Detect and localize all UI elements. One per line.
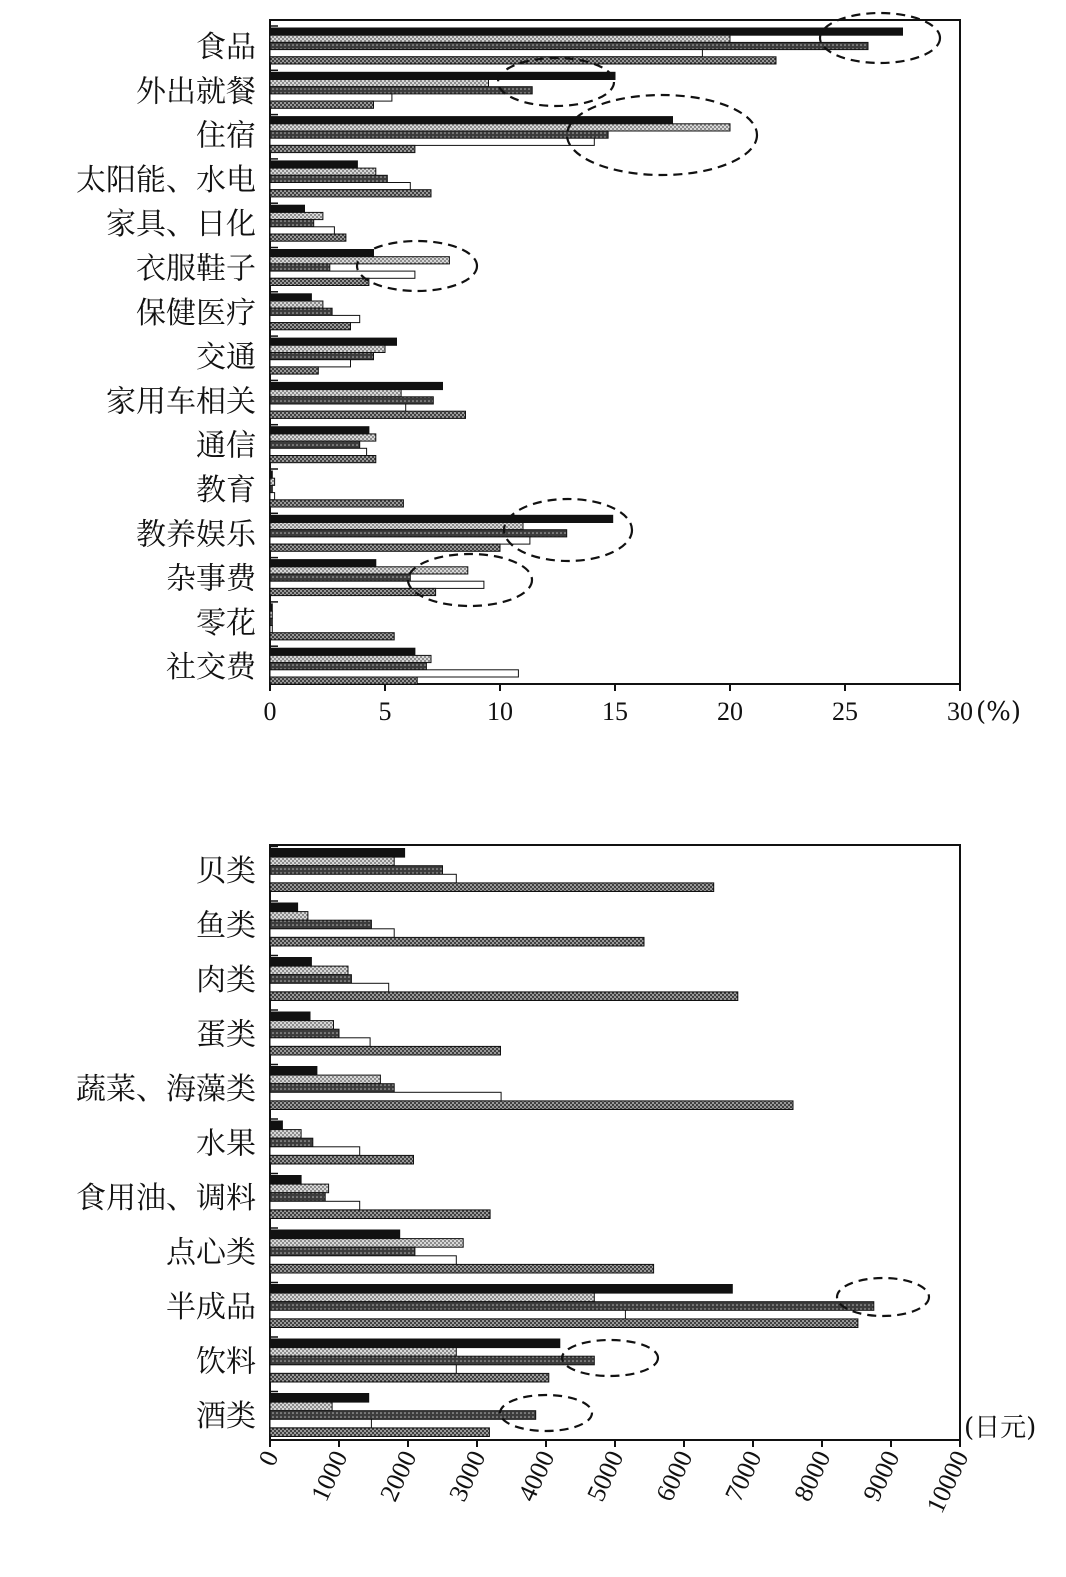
bottom-category-group (196, 956, 738, 1001)
bottom-x-tick-label: 0 (252, 1446, 285, 1471)
bottom-bar-s2 (270, 912, 308, 921)
top-bar-s1 (270, 471, 272, 478)
top-category-label: 衣服鞋子 (136, 251, 256, 287)
bottom-x-tick-label: 4000 (512, 1446, 561, 1506)
top-category-group (196, 425, 376, 464)
top-bar-s5 (270, 411, 466, 418)
bottom-bar-s4 (270, 874, 456, 883)
top-bar-s5 (270, 633, 394, 640)
bottom-bar-s5 (270, 1264, 654, 1273)
bottom-category-group (76, 1174, 490, 1219)
bottom-bar-s2 (270, 857, 394, 866)
bottom-x-tick-label: 5000 (581, 1446, 630, 1506)
bottom-bar-s4 (270, 1201, 360, 1210)
top-category-group (196, 115, 730, 154)
top-bar-s3 (270, 353, 374, 360)
top-bar-s4 (270, 183, 410, 190)
top-category-label: 交通 (196, 340, 256, 376)
top-bar-s4 (270, 315, 360, 322)
top-bar-s2 (270, 301, 323, 308)
top-bar-s4 (270, 50, 702, 57)
top-bar-s1 (270, 560, 376, 567)
top-bar-s3 (270, 42, 868, 49)
bottom-bar-s2 (270, 1293, 594, 1302)
top-bar-s2 (270, 345, 385, 352)
bottom-bar-s4 (270, 1365, 456, 1374)
top-category-label: 通信 (196, 428, 256, 464)
bottom-bar-s2 (270, 1402, 332, 1411)
bottom-category-group (196, 1010, 501, 1055)
top-bar-s2 (270, 655, 431, 662)
top-bar-s3 (270, 131, 608, 138)
bottom-bar-s2 (270, 1075, 380, 1084)
bottom-bar-s1 (270, 1339, 560, 1348)
top-bar-s3 (270, 663, 426, 670)
top-category-label: 教养娱乐 (136, 517, 256, 553)
top-bar-s1 (270, 294, 311, 301)
top-bar-s4 (270, 670, 518, 677)
top-bar-s5 (270, 367, 318, 374)
bottom-bar-s3 (270, 975, 351, 984)
top-bar-s2 (270, 478, 275, 485)
top-bar-s5 (270, 278, 369, 285)
top-category-group (106, 380, 466, 419)
top-bar-s4 (270, 448, 367, 455)
top-x-tick-label: 30 (947, 697, 973, 726)
bottom-bar-s4 (270, 983, 389, 992)
top-bar-s5 (270, 544, 500, 551)
top-category-label: 家用车相关 (106, 384, 256, 420)
top-highlight-ellipse (408, 554, 532, 606)
bottom-bar-s5 (270, 1210, 490, 1219)
top-bar-s2 (270, 35, 730, 42)
bottom-x-tick-label: 7000 (719, 1446, 768, 1506)
bottom-bar-s4 (270, 1147, 360, 1156)
top-unit-label: (%) (976, 697, 1021, 727)
top-category-group (136, 248, 449, 287)
bottom-bar-s5 (270, 1046, 501, 1055)
top-category-group (136, 70, 615, 109)
bottom-bar-s4 (270, 1310, 625, 1319)
bottom-category-group (196, 1337, 594, 1382)
top-bar-s3 (270, 485, 272, 492)
bottom-bar-s2 (270, 1348, 456, 1357)
bottom-category-group (196, 847, 714, 892)
top-category-group (196, 26, 903, 65)
bottom-x-tick-label: 8000 (788, 1446, 837, 1506)
top-bar-s1 (270, 515, 613, 522)
top-x-tick-label: 15 (602, 697, 628, 726)
top-bar-s4 (270, 138, 594, 145)
top-bar-s1 (270, 382, 443, 389)
top-bar-s3 (270, 220, 314, 227)
bottom-bar-s3 (270, 1084, 394, 1093)
top-bar-s5 (270, 588, 436, 595)
top-bar-s1 (270, 338, 397, 345)
top-bar-s1 (270, 604, 272, 611)
top-bar-s5 (270, 101, 374, 108)
bottom-category-label: 食用油、调料 (76, 1181, 256, 1216)
bottom-bar-s5 (270, 1319, 858, 1328)
top-category-label: 教育 (196, 473, 256, 508)
expense-share-chart (76, 13, 1021, 727)
top-bar-s3 (270, 530, 567, 537)
bottom-bar-s2 (270, 1130, 301, 1139)
bottom-bar-s2 (270, 1184, 329, 1193)
bottom-category-label: 饮料 (196, 1344, 256, 1380)
bottom-bar-s4 (270, 1419, 371, 1428)
bottom-category-label: 蔬菜、海藻类 (76, 1072, 256, 1107)
top-bar-s1 (270, 648, 415, 655)
bottom-bar-s3 (270, 1029, 339, 1038)
bottom-bar-s5 (270, 1428, 489, 1437)
top-bar-s2 (270, 523, 523, 530)
top-category-group (196, 602, 394, 641)
bottom-bar-s1 (270, 1012, 310, 1021)
top-bar-s2 (270, 80, 489, 87)
bottom-bar-s3 (270, 1247, 415, 1256)
bottom-bar-s5 (270, 1373, 549, 1382)
bottom-bar-s3 (270, 1356, 594, 1365)
top-x-tick-label: 10 (487, 697, 513, 726)
top-bar-s4 (270, 94, 392, 101)
bottom-bar-s1 (270, 1067, 317, 1076)
bottom-bar-s1 (270, 903, 298, 912)
bottom-bar-s3 (270, 1138, 313, 1147)
top-bar-s1 (270, 117, 673, 124)
bottom-bar-s3 (270, 1193, 325, 1202)
bottom-bar-s5 (270, 937, 644, 946)
top-bar-s3 (270, 175, 387, 182)
bottom-category-group (196, 1392, 536, 1437)
bottom-bar-s3 (270, 920, 371, 929)
top-bar-s5 (270, 190, 431, 197)
bottom-bar-s2 (270, 1239, 463, 1248)
top-category-label: 太阳能、水电 (76, 162, 256, 198)
bottom-x-tick-label: 1000 (305, 1446, 354, 1506)
top-bar-s2 (270, 434, 376, 441)
bottom-bar-s1 (270, 1121, 282, 1130)
top-bar-s4 (270, 404, 406, 411)
top-category-group (196, 336, 397, 375)
top-bar-s1 (270, 28, 903, 35)
bottom-bar-s4 (270, 1038, 370, 1047)
bottom-unit-label: (日元) (964, 1413, 1037, 1443)
bottom-bar-s1 (270, 1176, 301, 1185)
top-bar-s1 (270, 205, 305, 212)
top-category-label: 家具、日化 (106, 207, 256, 243)
top-bar-s3 (270, 397, 433, 404)
top-category-group (166, 558, 484, 597)
bottom-category-label: 点心类 (166, 1235, 256, 1271)
top-bar-s1 (270, 250, 374, 257)
top-bar-s5 (270, 234, 346, 241)
top-category-group (166, 646, 518, 685)
bottom-x-tick-label: 3000 (443, 1446, 492, 1506)
top-category-group (76, 159, 431, 198)
top-category-label: 住宿 (196, 118, 256, 154)
bottom-bar-s4 (270, 1256, 456, 1265)
top-bar-s5 (270, 323, 351, 330)
bottom-category-label: 半成品 (166, 1290, 256, 1325)
top-bar-s3 (270, 87, 532, 94)
bottom-category-label: 贝类 (196, 854, 256, 889)
top-bar-s4 (270, 227, 334, 234)
top-bar-s2 (270, 168, 376, 175)
top-bar-s3 (270, 308, 332, 315)
bottom-x-tick-label: 9000 (857, 1446, 906, 1506)
food-spending-chart (76, 845, 1036, 1517)
top-x-tick-label: 5 (378, 697, 392, 726)
top-category-label: 杂事费 (166, 561, 256, 597)
top-bar-s4 (270, 493, 275, 500)
bottom-bar-s1 (270, 958, 311, 967)
bottom-bar-s4 (270, 1092, 501, 1101)
top-category-label: 零花 (196, 605, 256, 641)
top-x-tick-label: 0 (263, 697, 277, 726)
top-highlight-ellipse (498, 58, 614, 106)
top-category-group (136, 513, 613, 552)
bottom-bar-s5 (270, 1155, 414, 1164)
top-bar-s5 (270, 145, 415, 152)
bottom-bar-s1 (270, 849, 405, 858)
bottom-bar-s2 (270, 966, 348, 975)
top-bar-s3 (270, 618, 272, 625)
top-highlight-ellipse (357, 241, 477, 291)
top-bar-s4 (270, 360, 351, 367)
top-x-tick-label: 20 (717, 697, 743, 726)
top-category-label: 外出就餐 (136, 74, 256, 110)
top-bar-s3 (270, 441, 360, 448)
top-bar-s5 (270, 677, 417, 684)
bottom-bar-s1 (270, 1394, 369, 1403)
top-bar-s4 (270, 271, 415, 278)
top-bar-s1 (270, 427, 369, 434)
bottom-category-group (196, 901, 644, 946)
bottom-bar-s5 (270, 883, 714, 892)
bottom-category-label: 肉类 (196, 963, 256, 998)
top-bar-s2 (270, 212, 323, 219)
bottom-bar-s1 (270, 1230, 400, 1239)
bottom-category-group (76, 1065, 793, 1110)
bottom-x-tick-label: 10000 (920, 1446, 975, 1518)
top-bar-s2 (270, 390, 401, 397)
top-bar-s5 (270, 456, 376, 463)
top-category-group (196, 469, 403, 508)
top-bar-s1 (270, 72, 615, 79)
top-category-label: 保健医疗 (136, 295, 256, 331)
bottom-bar-s4 (270, 929, 394, 938)
bottom-bar-s3 (270, 866, 443, 875)
bottom-bar-s5 (270, 1101, 793, 1110)
bottom-bar-s2 (270, 1021, 334, 1030)
top-category-label: 食品 (196, 30, 256, 65)
bottom-x-tick-label: 6000 (650, 1446, 699, 1506)
bottom-x-tick-label: 2000 (374, 1446, 423, 1506)
top-bar-s4 (270, 626, 272, 633)
top-category-label: 社交费 (166, 650, 256, 686)
top-category-group (136, 292, 360, 331)
top-bar-s2 (270, 567, 468, 574)
top-bar-s4 (270, 537, 530, 544)
top-category-group (106, 203, 346, 242)
bottom-bar-s3 (270, 1302, 874, 1311)
top-bar-s2 (270, 611, 272, 618)
top-bar-s4 (270, 581, 484, 588)
bottom-category-label: 酒类 (196, 1399, 256, 1434)
bottom-category-group (166, 1228, 654, 1273)
top-bar-s3 (270, 264, 330, 271)
bottom-bar-s1 (270, 1285, 732, 1294)
bottom-category-group (196, 1119, 414, 1164)
top-bar-s3 (270, 574, 410, 581)
top-bar-s2 (270, 257, 449, 264)
top-bar-s5 (270, 500, 403, 507)
bottom-category-label: 蛋类 (196, 1017, 256, 1053)
bottom-category-group (166, 1283, 874, 1328)
top-bar-s1 (270, 161, 357, 168)
bottom-bar-s5 (270, 992, 738, 1001)
bottom-category-label: 水果 (196, 1126, 256, 1162)
bottom-category-label: 鱼类 (196, 908, 256, 944)
bottom-bar-s3 (270, 1411, 536, 1420)
top-bar-s2 (270, 124, 730, 131)
top-x-tick-label: 25 (832, 697, 858, 726)
